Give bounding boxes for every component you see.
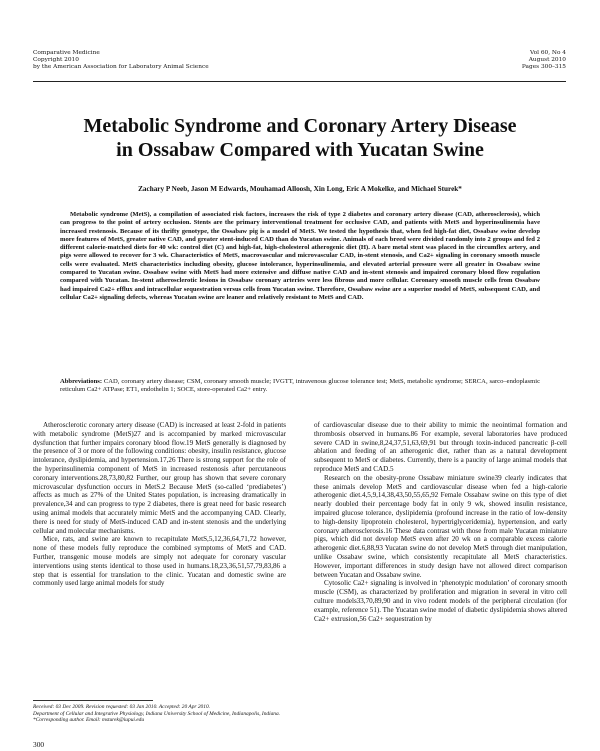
body-column-left [33,421,286,588]
footnote-rule [33,700,153,701]
issue-date: August 2010 [528,57,566,63]
abbreviations-label: Abbreviations: [60,378,103,385]
page-range: Pages 300–315 [521,64,566,70]
abstract: Metabolic syndrome (MetS), a compilation of associated risk factors, increases the risk of type 2 diabetes and coronary artery disease (CAD, atherosclerosis), which can progress to the point of artery occlusion. Stents are the primary interventional treatment for occlusive CAD, and patients with MetS and hyperinsulinemia have increased restenosis. Because of its thrifty genotype, the Ossabaw pig is a model of MetS. We tested the hypothesis that, when fed high-fat diet, Ossabaw swine develop more features of MetS, greater native CAD, and greater stent-induced CAD than do Yucatan swine. Animals of each breed were divided randomly into 2 groups and fed 2 different calorie-matched diets for 40 wk: control diet (C) and high-fat, high-cholesterol atherogenic diet (H). A bare metal stent was placed in the circumflex artery, and pigs were allowed to recover for 3 wk. Characteristics of MetS, macrovascular and microvascular CAD, in-stent stenosis, and Ca2+ signaling in coronary smooth muscle cells were evaluated. MetS characteristics including obesity, glucose intolerance, hyperinsulinemia, and elevated arterial pressure were all greater in Ossabaw swine compared to Yucatan swine. Ossabaw swine with MetS had more extensive and diffuse native CAD and in-stent stenosis and impaired coronary blood flow regulation compared with Yucatan. In-stent atherosclerotic lesions in Ossabaw coronary arteries were less fibrous and more cellular. Coronary smooth muscle cells from Ossabaw had impaired Ca2+ efflux and intracellular sequestration versus cells from Yucatan swine. Therefore, Ossabaw swine are a superior model of MetS, subsequent CAD, and cellular Ca2+ signaling defects, whereas Yucatan swine are leaner and relatively resistant to MetS and CAD. [60,211,540,301]
author-list: Zachary P Neeb, Jason M Edwards, Mouhamad Alloosh, Xin Long, Eric A Mokelke, and Michael Sturek* [138,185,462,193]
body-paragraph: Research on the obesity-prone Ossabaw miniature swine39 clearly indicates that these animals develop MetS and cardiovascular disease when fed a high-calorie atherogenic diet.4,5,9,14,38,43,50,55,65,92 Female Ossabaw swine on this type of diet nearly doubled their percentage body fat in only 9 wk, showed insulin resistance, impaired glucose tolerance, dyslipidemia (profound increase in the ratio of low-density to high-density lipoprotein cholesterol, hypertriglyceridemia), hypertension, and early coronary atherosclerosis.16 These data contrast with those from male Yucatan miniature pigs, which did not develop MetS even after 20 wk on a comparable excess calorie atherogenic diet.6,88,93 Yucatan swine do not develop MetS through diet manipulation, unlike Ossabaw swine, which consistently recapitulate all MetS characteristics. However, important differences in study design have not allowed direct comparison between Yucatan and Ossabaw swine. [314,473,567,579]
volume-line: Vol 60, No 4 [530,50,566,56]
article-title [30,114,570,162]
received-dates: Received: 03 Dec 2009. Revision requested: 03 Jan 2010. Accepted: 20 Apr 2010. [33,704,210,710]
body-paragraph: Mice, rats, and swine are known to recapitulate MetS,5,12,36,64,71,72 however, none of these models fully reproduce the combined symptoms of MetS and CAD. Further, transgenic mouse models are simply not adequate for coronary vascular interventions using stents identical to those used in humans.18,23,36,51,57,79,83,86 a step that is essential for translation to the clinic. Yucatan and domestic swine are commonly used large animal models for study [33,535,286,588]
abbreviations [60,378,540,395]
association-line: by the American Association for Laboratory Animal Science [33,64,209,70]
body-paragraph: of cardiovascular disease due to their ability to mimic the neointimal formation and thrombosis observed in humans.86 For example, several laboratories have produced severe CAD in swine,8,24,37,51,63,69,91 but through toxin-induced pancreatic β-cell ablation and feeding of an atherogenic diet, rather than as a natural development subsequent to MetS or diabetes. Currently, there is a paucity of large animal models that reproduce MetS and CAD.5 [314,421,567,473]
page-number: 300 [33,740,45,749]
journal-header-left [33,50,209,71]
body-column-right [314,421,567,623]
title-line-1: Metabolic Syndrome and Coronary Artery Disease [83,115,517,137]
copyright-line: Copyright 2010 [33,57,79,63]
affiliation: Department of Cellular and Integrative Physiology, Indiana University School of Medicine, Indianapolis, Indiana. [33,710,281,717]
journal-name: Comparative Medicine [33,50,100,56]
body-paragraph: Cytosolic Ca2+ signaling is involved in ‘phenotypic modulation’ of coronary smooth muscle (CSM), as characterized by proliferation and migration in several in vitro cell culture models33,70,89,90 and in vivo rodent models of the peripheral circulation (for example, reference 51). The Yucatan swine model of diabetic dyslipidemia shows altered Ca2+ extrusion,56 Ca2+ sequestration by [314,579,567,623]
footnotes [33,704,286,724]
header-rule [33,81,566,82]
journal-header-right [522,50,566,71]
title-line-2: in Ossabaw Compared with Yucatan Swine [116,139,484,161]
abbreviations-text: CAD, coronary artery disease; CSM, coronary smooth muscle; IVGTT, intravenous glucose tolerance test; MetS, metabolic syndrome; SERCA, sarco–endoplasmic reticulum Ca2+ ATPase; ET1, endothelin 1; SOCE, store-operated Ca2+ entry. [60,378,540,394]
corresponding-author: *Corresponding author. Email: msturek@iupui.edu [33,717,145,724]
body-paragraph: Atherosclerotic coronary artery disease (CAD) is increased at least 2-fold in patients with metabolic syndrome (MetS)27 and is accompanied by marked microvascular dysfunction that further impairs coronary blood flow.19 MetS generally is diagnosed by the presence of 3 or more of the following conditions: obesity, insulin resistance, glucose intolerance, dyslipidemia, and hypertension.17,26 There is strong support for the role of the hyperinsulinemia component of MetS in increased restenosis after percutaneous coronary interventions.28,73,80,82 Further, our group has shown that severe coronary microvascular dysfunction occurs in MetS.2 Because MetS (so-called ‘prediabetes’) affects as much as 27% of the United States population, is increasing dramatically in prevalence,34 and can progress to type 2 diabetes, there is great need for basic research using animal models that accurately mimic MetS and the accompanying CAD. Clearly, there is need for study of MetS-induced CAD and in-stent stenosis and the underlying cellular and molecular mechanisms. [33,421,286,535]
